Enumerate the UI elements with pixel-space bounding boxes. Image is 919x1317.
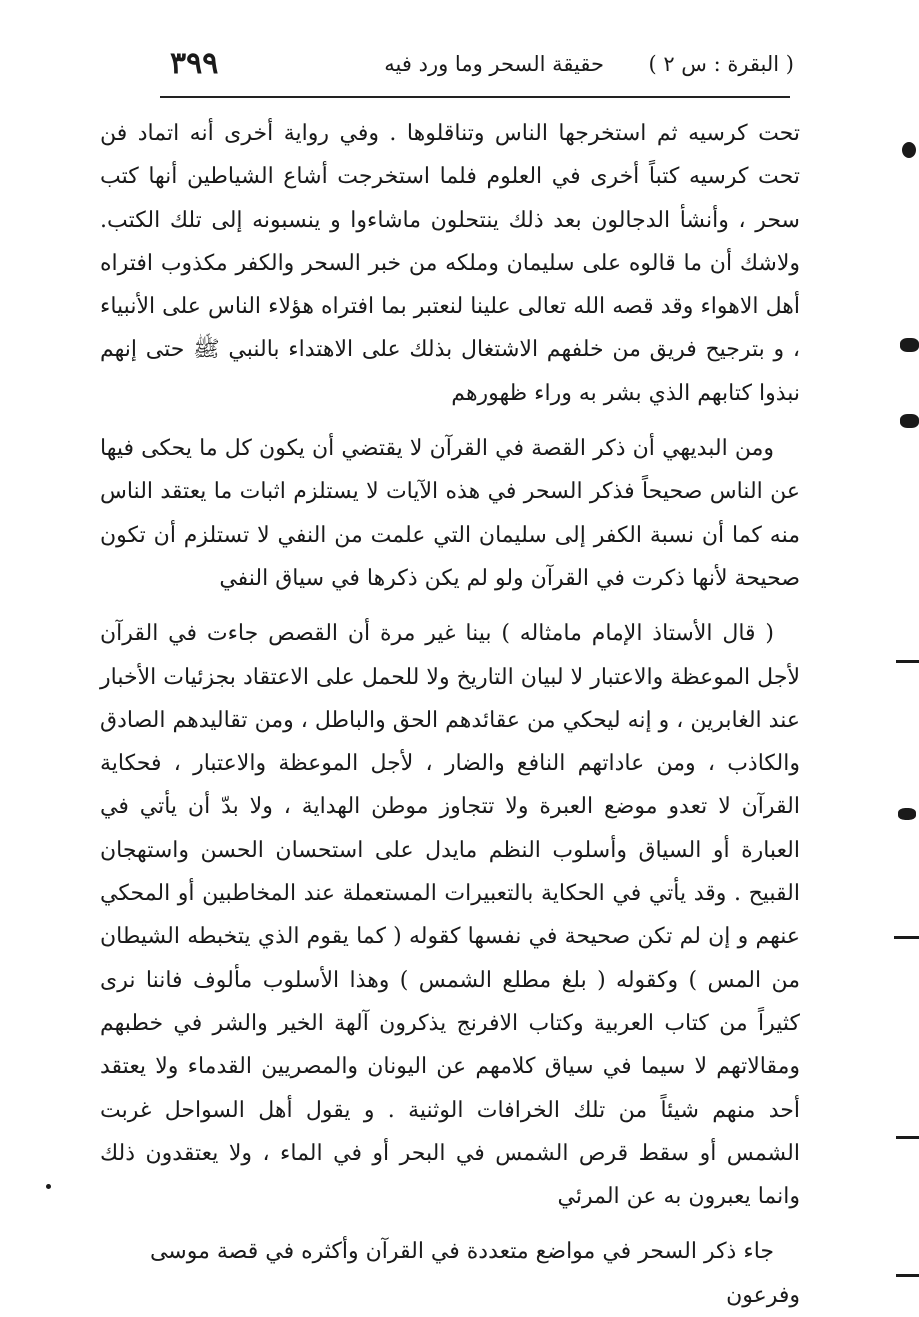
edge-mark: [900, 414, 919, 428]
header-rule: [160, 96, 790, 98]
surah-reference: ( البقرة : س ٢ ): [648, 52, 794, 76]
edge-mark: [896, 1274, 919, 1277]
page-number: ٣٩٩: [170, 46, 219, 81]
edge-mark: [46, 1184, 51, 1189]
edge-mark: [896, 1136, 919, 1139]
page-header: [160, 46, 794, 90]
paragraph-1: تحت كرسيه ثم استخرجها الناس وتناقلوها . وفي رواية أخرى أنه اتماد فن تحت كرسيه كتباً أخرى في العلوم فلما استخرجت أشاع الشياطين أنها كتب سحر ، وأنشأ الدجالون بعد ذلك ينتحلون ماشاءوا و ينسبونه إلى تلك الكتب. ولاشك أن ما قالوه على سليمان وملكه من خبر السحر والكفر مكذوب افتراه أهل الاهواء وقد قصه الله تعالى علينا لنعتبر بما افتراه هؤلاء الناس على الأنبياء ، و بترجيح فريق من خلفهم الاشتغال بذلك على الاهتداء بالنبي ﷺ حتى إنهم نبذوا كتابهم الذي بشر به وراء ظهورهم: [100, 121, 800, 406]
page-body: [100, 112, 800, 1317]
edge-mark: [902, 142, 916, 158]
paragraph-3: ( قال الأستاذ الإمام مامثاله ) بينا غير مرة أن القصص جاءت في القرآن لأجل الموعظة والاعتبار لا لبيان التاريخ ولا للحمل على الاعتقاد بجزئيات الأخبار عند الغابرين ، و إنه ليحكي من عقائدهم الحق والباطل ، ومن تقاليدهم الصادق والكاذب ، ومن عاداتهم النافع والضار ، لأجل الموعظة والاعتبار ، فحكاية القرآن لا تعدو موضع العبرة ولا تتجاوز موطن الهداية ، ولا بدّ أن يأتي في العبارة أو السياق وأسلوب النظم مايدل على استحسان الحسن واستهجان القبيح . وقد يأتي في الحكاية بالتعبيرات المستعملة عند المخاطبين أو المحكي عنهم و إن لم تكن صحيحة في نفسها كقوله ( كما يقوم الذي يتخبطه الشيطان من المس ) وكقوله ( بلغ مطلع الشمس ) وهذا الأسلوب مألوف فاننا نرى كثيراً من كتاب العربية وكتاب الافرنج يذكرون آلهة الخير والشر في خطبهم ومقالاتهم لا سيما في سياق كلامهم عن اليونان والمصريين القدماء ولا يعتقد أحد منهم شيئاً من تلك الخرافات الوثنية . و يقول أهل السواحل غربت الشمس أو سقط قرص الشمس في البحر أو في الماء ، ولا يعتقدون ذلك وانما يعبرون به عن المرئي: [100, 621, 800, 1210]
paragraph-4: جاء ذكر السحر في مواضع متعددة في القرآن وأكثره في قصة موسى وفرعون: [149, 1239, 800, 1308]
edge-mark: [894, 936, 919, 939]
paragraph-2: ومن البديهي أن ذكر القصة في القرآن لا يقتضي أن يكون كل ما يحكى فيها عن الناس صحيحاً فذكر السحر في هذه الآيات لا يستلزم اثبات ما يعتقد الناس منه كما أن نسبة الكفر إلى سليمان التي علمت من النفي لا تستلزم أن تكون صحيحة لأنها ذكرت في القرآن ولو لم يكن ذكرها في سياق النفي: [100, 436, 800, 591]
chapter-title: حقيقة السحر وما ورد فيه: [384, 52, 604, 76]
edge-mark: [898, 808, 916, 820]
edge-mark: [896, 660, 919, 663]
edge-mark: [900, 338, 919, 352]
